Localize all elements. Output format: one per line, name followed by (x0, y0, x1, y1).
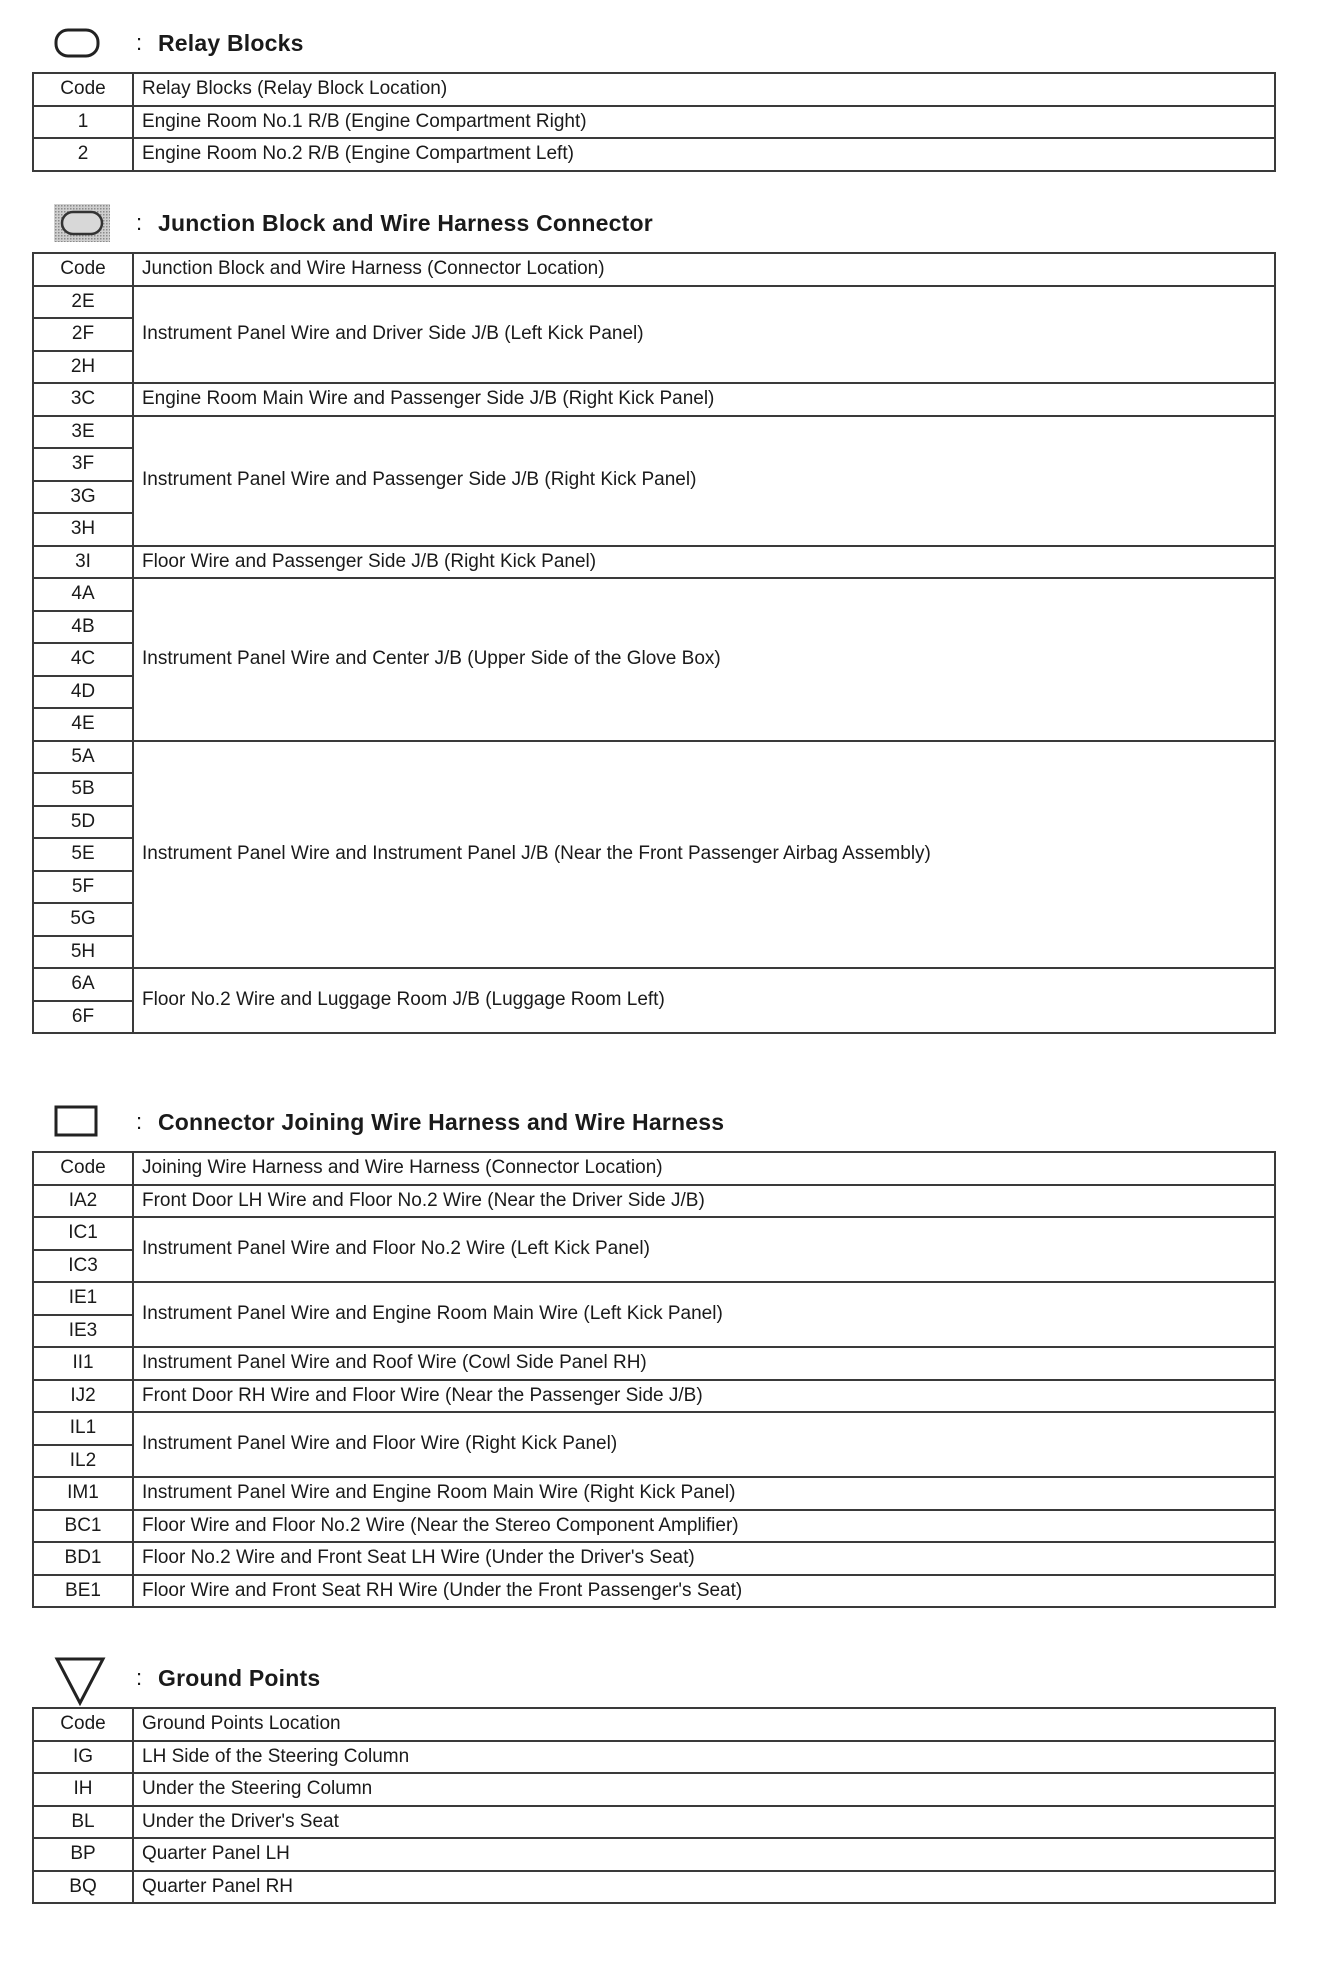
code-cell: 5F (33, 871, 133, 904)
code-cell: 3H (33, 513, 133, 546)
code-cell: 5H (33, 936, 133, 969)
location-cell: Engine Room Main Wire and Passenger Side J/B (Right Kick Panel) (133, 383, 1275, 416)
table-row (33, 546, 1275, 579)
section-title: Connector Joining Wire Harness and Wire Harness (158, 1109, 725, 1135)
junction-block-symbol-icon (52, 202, 112, 244)
code-cell: 3C (33, 383, 133, 416)
table-header-row (33, 73, 1275, 106)
code-cell: 5E (33, 838, 133, 871)
section-connector-joining (32, 1101, 1276, 1608)
code-cell: IG (33, 1741, 133, 1774)
table-row (33, 1412, 1275, 1445)
header-code: Code (33, 1708, 133, 1741)
section-colon: : (136, 210, 143, 235)
location-cell: Floor No.2 Wire and Front Seat LH Wire (Under the Driver's Seat) (133, 1542, 1275, 1575)
table-row (33, 1217, 1275, 1250)
location-cell: Floor Wire and Passenger Side J/B (Right Kick Panel) (133, 546, 1275, 579)
table-row (33, 578, 1275, 611)
location-cell: Floor No.2 Wire and Luggage Room J/B (Luggage Room Left) (133, 968, 1275, 1033)
location-cell: Under the Driver's Seat (133, 1806, 1275, 1839)
section-title: Junction Block and Wire Harness Connector (158, 210, 653, 236)
location-cell: Instrument Panel Wire and Engine Room Main Wire (Left Kick Panel) (133, 1282, 1275, 1347)
location-cell: Engine Room No.2 R/B (Engine Compartment Left) (133, 138, 1275, 171)
connector-symbol-icon (52, 1101, 102, 1141)
code-cell: 2H (33, 351, 133, 384)
location-cell: Instrument Panel Wire and Floor Wire (Right Kick Panel) (133, 1412, 1275, 1477)
table-row (33, 138, 1275, 171)
location-cell: Quarter Panel LH (133, 1838, 1275, 1871)
ground-point-triangle-icon (52, 1653, 108, 1707)
location-cell: Instrument Panel Wire and Roof Wire (Cowl Side Panel RH) (133, 1347, 1275, 1380)
table-row (33, 106, 1275, 139)
table-row (33, 1477, 1275, 1510)
table-row (33, 1575, 1275, 1608)
location-cell: Front Door RH Wire and Floor Wire (Near the Passenger Side J/B) (133, 1380, 1275, 1413)
section-colon: : (136, 30, 143, 55)
code-cell: IH (33, 1773, 133, 1806)
code-cell: IJ2 (33, 1380, 133, 1413)
code-cell: BP (33, 1838, 133, 1871)
code-cell: 6F (33, 1001, 133, 1034)
location-cell: Instrument Panel Wire and Passenger Side J/B (Right Kick Panel) (133, 416, 1275, 546)
table-row (33, 1185, 1275, 1218)
header-description: Junction Block and Wire Harness (Connector Location) (133, 253, 1275, 286)
location-cell: Floor Wire and Front Seat RH Wire (Under the Front Passenger's Seat) (133, 1575, 1275, 1608)
location-cell: Quarter Panel RH (133, 1871, 1275, 1904)
section-colon: : (136, 1665, 143, 1690)
location-cell: Under the Steering Column (133, 1773, 1275, 1806)
location-cell: Instrument Panel Wire and Engine Room Main Wire (Right Kick Panel) (133, 1477, 1275, 1510)
code-cell: IE3 (33, 1315, 133, 1348)
code-cell: 2 (33, 138, 133, 171)
location-cell: Instrument Panel Wire and Instrument Panel J/B (Near the Front Passenger Airbag Assembly) (133, 741, 1275, 969)
code-cell: II1 (33, 1347, 133, 1380)
table-row (33, 1347, 1275, 1380)
table-row (33, 1282, 1275, 1315)
connector-joining-table (32, 1151, 1276, 1608)
table-row (33, 1741, 1275, 1774)
code-cell: BC1 (33, 1510, 133, 1543)
location-cell: LH Side of the Steering Column (133, 1741, 1275, 1774)
header-description: Joining Wire Harness and Wire Harness (Connector Location) (133, 1152, 1275, 1185)
code-cell: 6A (33, 968, 133, 1001)
table-row (33, 1510, 1275, 1543)
code-cell: IL2 (33, 1445, 133, 1478)
section-relay-blocks (32, 22, 1276, 172)
code-cell: BD1 (33, 1542, 133, 1575)
code-cell: 4A (33, 578, 133, 611)
code-cell: IC1 (33, 1217, 133, 1250)
table-row (33, 741, 1275, 774)
section-ground-points (32, 1657, 1276, 1904)
code-cell: IM1 (33, 1477, 133, 1510)
code-cell: BE1 (33, 1575, 133, 1608)
location-cell: Instrument Panel Wire and Floor No.2 Wire (Left Kick Panel) (133, 1217, 1275, 1282)
table-header-row (33, 253, 1275, 286)
header-code: Code (33, 253, 133, 286)
header-code: Code (33, 73, 133, 106)
code-cell: 3E (33, 416, 133, 449)
code-cell: IC3 (33, 1250, 133, 1283)
section-title: Ground Points (158, 1665, 321, 1691)
code-cell: BQ (33, 1871, 133, 1904)
section-colon: : (136, 1109, 143, 1134)
ground-points-table (32, 1707, 1276, 1904)
code-cell: IE1 (33, 1282, 133, 1315)
code-cell: 5B (33, 773, 133, 806)
code-cell: 5A (33, 741, 133, 774)
code-cell: 1 (33, 106, 133, 139)
code-cell: 2E (33, 286, 133, 319)
table-row (33, 968, 1275, 1001)
code-cell: 3I (33, 546, 133, 579)
table-row (33, 1806, 1275, 1839)
code-cell: 3F (33, 448, 133, 481)
code-cell: IL1 (33, 1412, 133, 1445)
location-cell: Instrument Panel Wire and Center J/B (Upper Side of the Glove Box) (133, 578, 1275, 741)
location-cell: Instrument Panel Wire and Driver Side J/B (Left Kick Panel) (133, 286, 1275, 384)
table-row (33, 286, 1275, 319)
section-title: Relay Blocks (158, 30, 304, 56)
table-row (33, 416, 1275, 449)
table-row (33, 1871, 1275, 1904)
code-cell: 4C (33, 643, 133, 676)
table-header-row (33, 1708, 1275, 1741)
code-cell: 2F (33, 318, 133, 351)
table-row (33, 1380, 1275, 1413)
relay-blocks-table (32, 72, 1276, 172)
section-header (32, 1101, 1276, 1151)
table-row (33, 1838, 1275, 1871)
location-cell: Floor Wire and Floor No.2 Wire (Near the Stereo Component Amplifier) (133, 1510, 1275, 1543)
junction-block-table (32, 252, 1276, 1034)
code-cell: BL (33, 1806, 133, 1839)
section-header (32, 202, 1276, 252)
location-cell: Front Door LH Wire and Floor No.2 Wire (Near the Driver Side J/B) (133, 1185, 1275, 1218)
header-description: Relay Blocks (Relay Block Location) (133, 73, 1275, 106)
table-row (33, 1773, 1275, 1806)
location-cell: Engine Room No.1 R/B (Engine Compartment Right) (133, 106, 1275, 139)
table-row (33, 1542, 1275, 1575)
header-code: Code (33, 1152, 133, 1185)
code-cell: 3G (33, 481, 133, 514)
table-row (33, 383, 1275, 416)
code-cell: 5D (33, 806, 133, 839)
code-cell: IA2 (33, 1185, 133, 1218)
section-junction-block (32, 202, 1276, 1034)
code-cell: 5G (33, 903, 133, 936)
code-cell: 4B (33, 611, 133, 644)
code-cell: 4D (33, 676, 133, 709)
relay-block-symbol-icon (52, 22, 102, 62)
header-description: Ground Points Location (133, 1708, 1275, 1741)
section-header (32, 22, 1276, 72)
code-cell: 4E (33, 708, 133, 741)
table-header-row (33, 1152, 1275, 1185)
section-header (32, 1657, 1276, 1707)
